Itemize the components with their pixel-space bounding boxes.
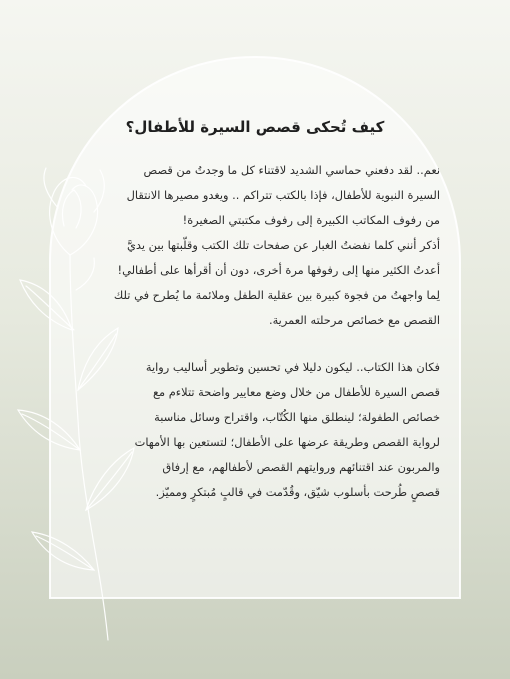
text-line: أذكر أنني كلما نفضتُ الغبار عن صفحات تلك الكتب وقلّبتها بين يديَّ <box>126 238 440 252</box>
text-line: السيرة النبوية للأطفال، فإذا بالكتب تتراكم .. ويغدو مصيرها الانتقال <box>126 188 440 202</box>
text-line: من رفوف المكاتب الكبيرة إلى رفوف مكتبتي الصغيرة! <box>182 213 440 227</box>
document-page <box>70 100 440 527</box>
text-line: لِما واجهتُ من فجوة كبيرة بين عقلية الطفل وملائمة ما يُطرح في تلك <box>113 288 440 302</box>
paragraph-1 <box>70 158 440 333</box>
text-line: فكان هذا الكتاب.. ليكون دليلا في تحسين وتطوير أساليب رواية <box>145 360 440 374</box>
paragraph-2 <box>70 355 440 505</box>
text-line: خصائص الطفولة؛ لينطلق منها الكُتّاب، واقتراح وسائل مناسبة <box>154 410 440 424</box>
text-line: قصصٍ طُرحت بأسلوب شيّق، وقُدّمت في قالبٍ مُبتكرٍ ومميّز. <box>155 485 440 499</box>
text-line: القصص مع خصائص مرحلته العمرية. <box>268 313 440 327</box>
text-line: والمربون عند اقتنائهم وروايتهم القصص لأطفالهم، مع إرفاق <box>162 460 440 474</box>
text-line: نعم.. لقد دفعني حماسي الشديد لاقتناء كل ما وجدتُ من قصص <box>143 163 440 177</box>
text-line: قصص السيرة للأطفال من خلال وضع معايير واضحة تتلاءم مع <box>152 385 440 399</box>
text-line: لرواية القصص وطريقة عرضها على الأطفال؛ لتستعين بها الأمهات <box>134 435 440 449</box>
page-title: كيف تُحكى قصص السيرة للأطفال؟ <box>125 118 385 136</box>
text-line: أعدتُ الكثير منها إلى رفوفها مرة أخرى، دون أن أقرأها على أطفالي! <box>117 263 440 277</box>
